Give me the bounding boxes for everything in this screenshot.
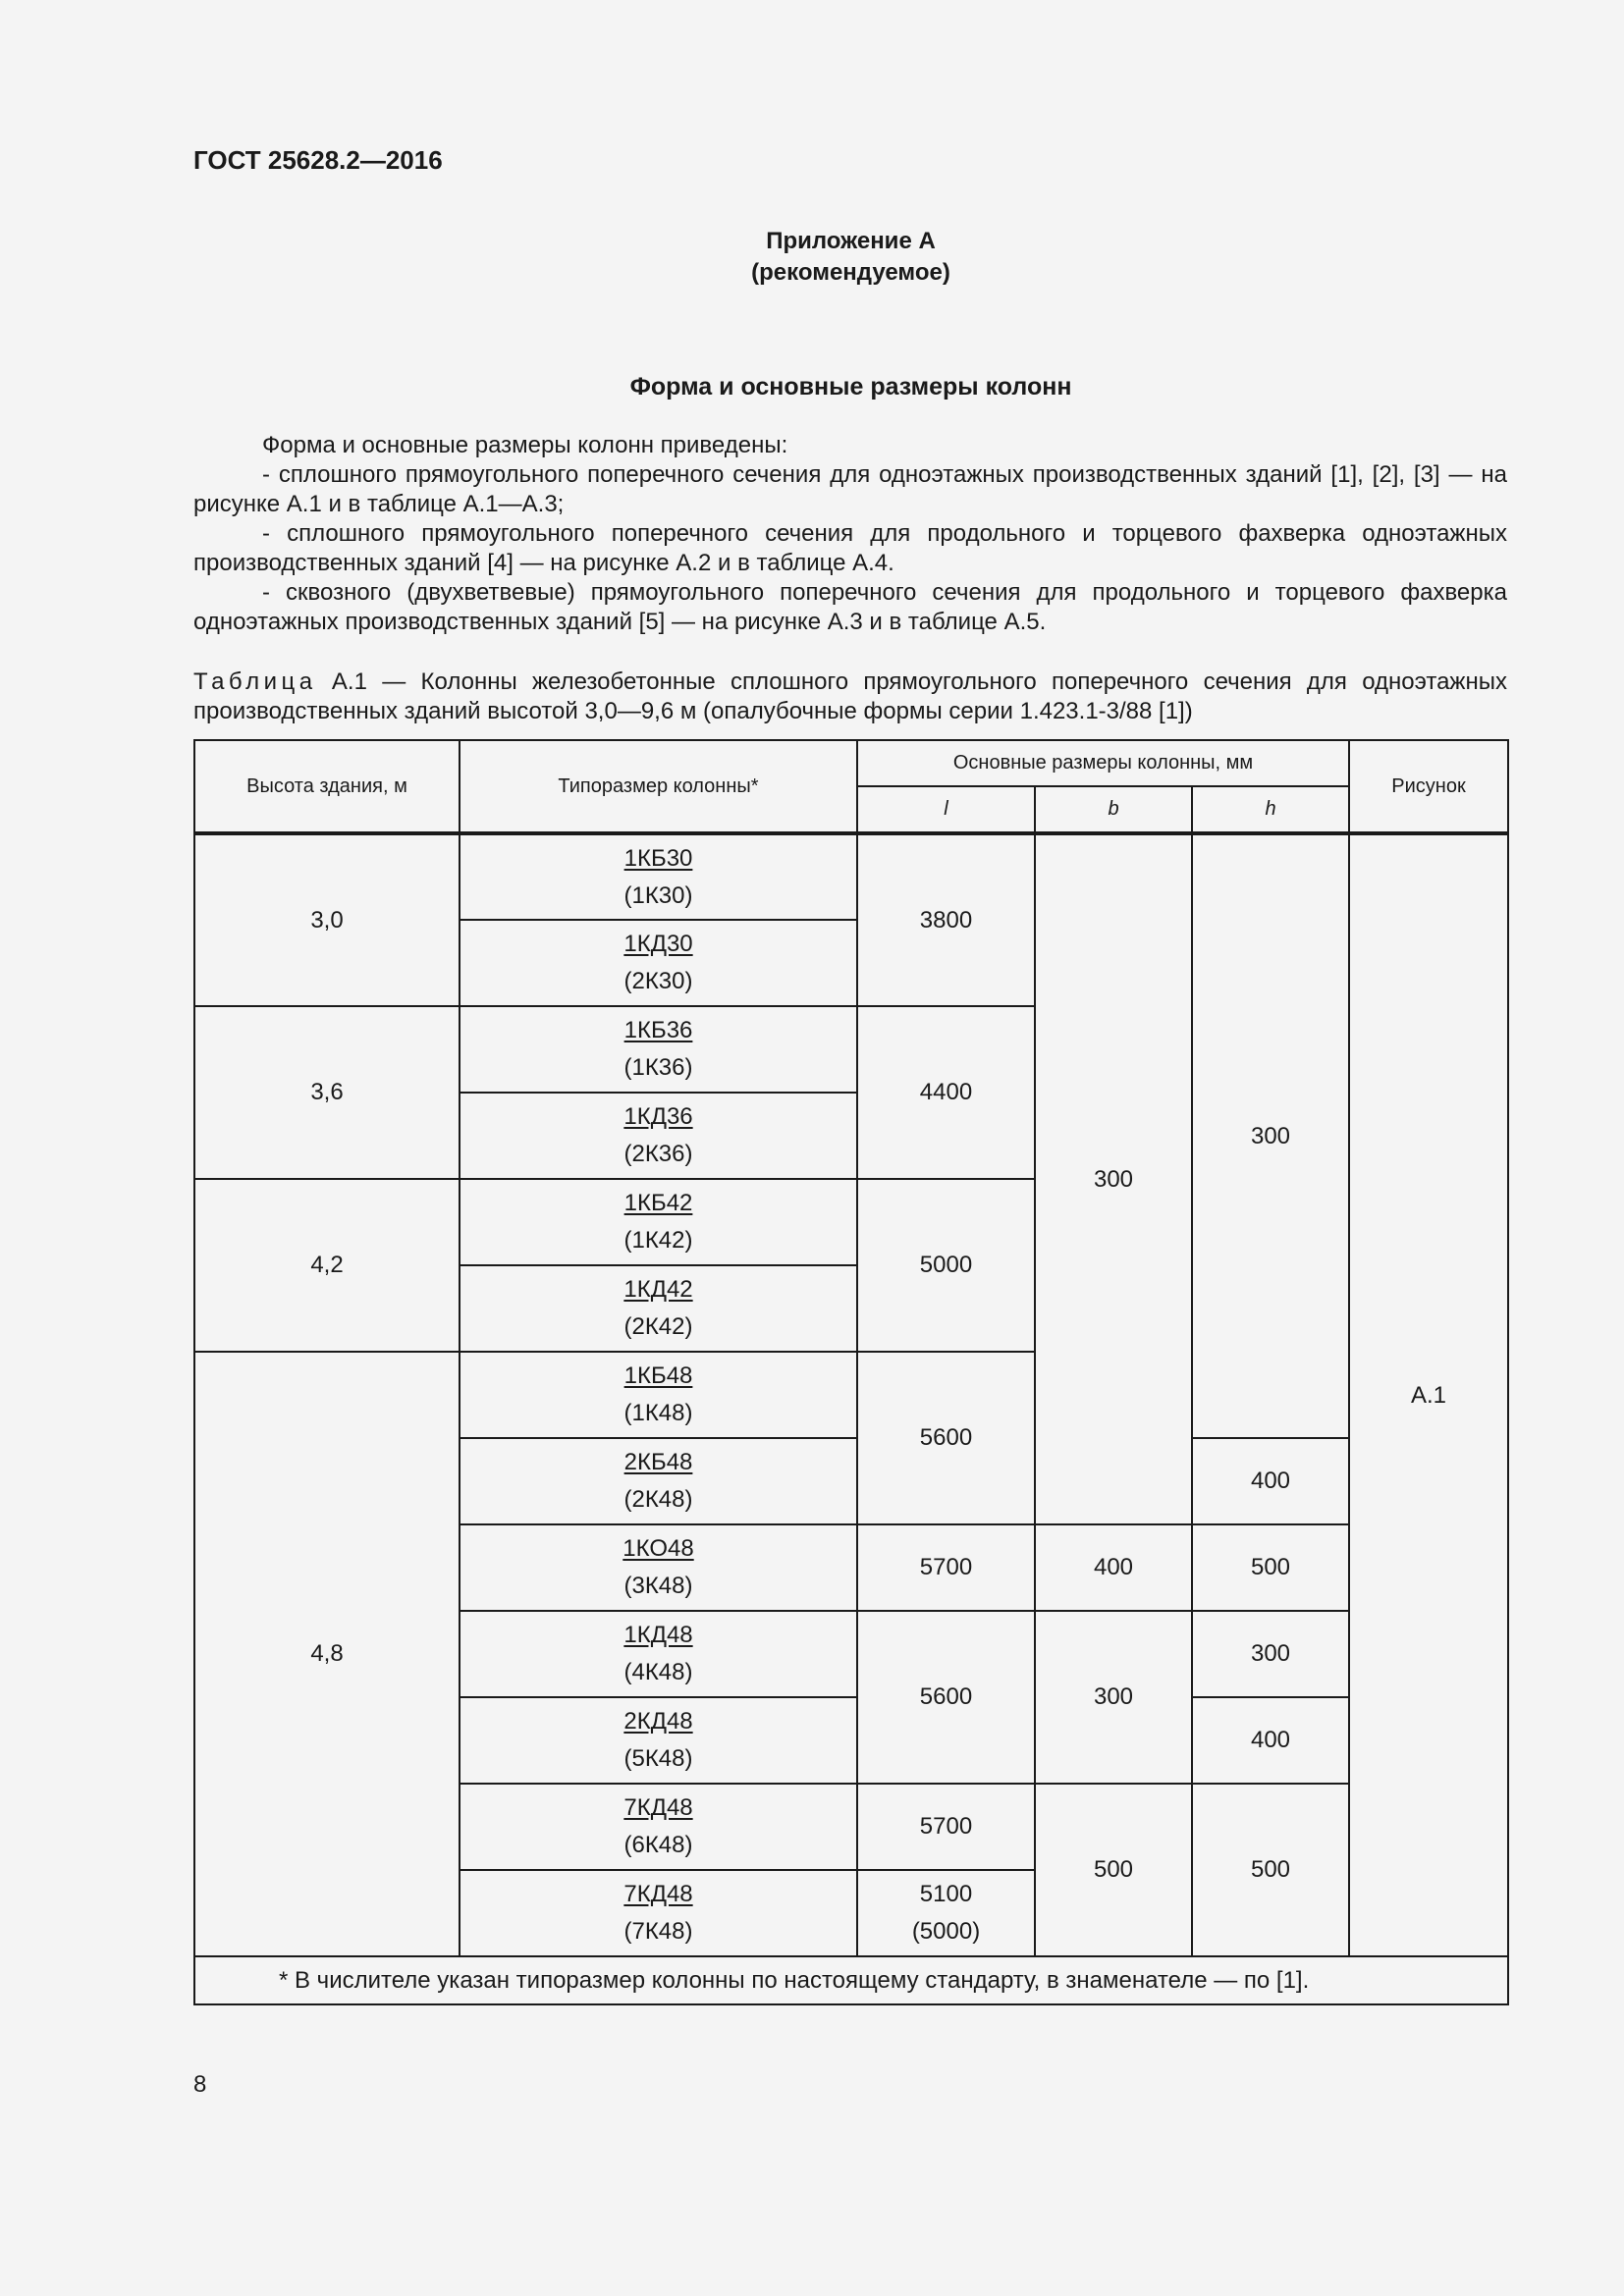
h-cell: 300 [1192, 833, 1349, 1438]
type-cell [460, 1524, 857, 1611]
type-cell [460, 1093, 857, 1179]
type-cell [460, 920, 857, 1006]
type-denominator: (4К48) [623, 1659, 693, 1685]
type-cell [460, 1265, 857, 1352]
intro-paragraph: - сплошного прямоугольного поперечного сечения для продольного и торцевого фахверка одноэтажных производственных зданий [4] — на рисунке А.2 и в таблице А.4. [193, 520, 1507, 576]
type-cell [460, 833, 857, 920]
l-cell: 5600 [857, 1611, 1035, 1784]
type-cell [460, 1784, 857, 1870]
table-row [194, 833, 1508, 920]
type-numerator: 1КБ30 [623, 844, 693, 872]
b-cell: 300 [1035, 833, 1192, 1524]
h-cell: 500 [1192, 1784, 1349, 1956]
type-cell [460, 1006, 857, 1093]
section-title: Форма и основные размеры колонн [629, 373, 1072, 400]
appendix-title: Приложение А [766, 228, 936, 254]
page-number: 8 [193, 2071, 207, 2098]
type-denominator: (1К36) [623, 1054, 693, 1081]
type-numerator: 1КД42 [623, 1276, 693, 1303]
table-caption-text: А.1 — Колонны железобетонные сплошного прямоугольного поперечного сечения для одноэтажных производственных зданий высотой 3,0—9,6 м (опалубочные формы серии 1.423.1-3/88 [1]) [193, 668, 1507, 724]
height-cell: 3,6 [194, 1006, 460, 1179]
height-cell: 4,2 [194, 1179, 460, 1352]
header-b: b [1035, 786, 1192, 833]
type-denominator: (2К48) [623, 1486, 693, 1513]
type-denominator: (1К30) [623, 881, 693, 909]
h-cell: 400 [1192, 1438, 1349, 1524]
appendix-status: (рекомендуемое) [751, 259, 950, 286]
table-footnote-row [194, 1956, 1508, 2004]
header-type: Типоразмер колонны* [460, 740, 857, 833]
intro-paragraph: Форма и основные размеры колонн приведены: [262, 432, 788, 458]
header-height: Высота здания, м [194, 740, 460, 833]
type-cell [460, 1179, 857, 1265]
type-numerator: 2КД48 [623, 1708, 693, 1735]
table-caption-label: Таблица [193, 668, 317, 695]
type-denominator: (2К36) [623, 1141, 693, 1167]
type-cell [460, 1438, 857, 1524]
type-denominator: (2К30) [623, 968, 693, 994]
type-numerator: 7КД48 [623, 1881, 693, 1907]
columns-table [193, 739, 1509, 2005]
h-cell: 500 [1192, 1524, 1349, 1611]
type-cell [460, 1870, 857, 1956]
type-numerator: 1КБ36 [623, 1017, 693, 1043]
height-cell: 3,0 [194, 833, 460, 1006]
intro-paragraph: - сквозного (двухветвевые) прямоугольного поперечного сечения для продольного и торцевого фахверка одноэтажных производственных зданий [5] — на рисунке А.3 и в таблице А.5. [193, 579, 1507, 635]
header-h: h [1192, 786, 1349, 833]
type-denominator: (3К48) [623, 1573, 693, 1599]
header-dimensions: Основные размеры колонны, мм [857, 740, 1349, 786]
type-cell [460, 1352, 857, 1438]
l-cell: 3800 [857, 833, 1035, 1006]
type-numerator: 7КД48 [623, 1794, 693, 1821]
type-numerator: 2КБ48 [623, 1449, 693, 1475]
document-header: ГОСТ 25628.2—2016 [193, 145, 443, 175]
type-denominator: (2К42) [623, 1313, 693, 1340]
h-cell: 300 [1192, 1611, 1349, 1697]
table-footnote: * В числителе указан типоразмер колонны по настоящему стандарту, в знаменателе — по [1]. [194, 1956, 1508, 2004]
intro-text [193, 431, 1507, 637]
l-cell: 5600 [857, 1352, 1035, 1524]
intro-paragraph: - сплошного прямоугольного поперечного сечения для одноэтажных производственных зданий [1], [2], [3] — на рисунке А.1 и в таблице А.1—А.3; [193, 461, 1507, 517]
b-cell: 500 [1035, 1784, 1192, 1956]
l-cell: 5700 [857, 1784, 1035, 1870]
b-cell: 400 [1035, 1524, 1192, 1611]
type-numerator: 1КД30 [623, 931, 693, 957]
height-cell: 4,8 [194, 1352, 460, 1956]
b-cell: 300 [1035, 1611, 1192, 1784]
type-cell [460, 1611, 857, 1697]
type-denominator: (5К48) [623, 1745, 693, 1772]
l-cell: 5000 [857, 1179, 1035, 1352]
l-value-alt: (5000) [911, 1918, 981, 1945]
l-cell: 4400 [857, 1006, 1035, 1179]
type-denominator: (1К42) [623, 1227, 693, 1254]
type-numerator: 1КД48 [623, 1622, 693, 1648]
l-cell: 5700 [857, 1524, 1035, 1611]
table-header-row [194, 740, 1508, 786]
type-numerator: 1КБ42 [623, 1190, 693, 1216]
header-l: l [857, 786, 1035, 833]
type-numerator: 1КБ48 [623, 1362, 693, 1389]
l-cell [857, 1870, 1035, 1956]
type-denominator: (1К48) [623, 1400, 693, 1426]
table-caption [193, 667, 1507, 726]
type-numerator: 1КД36 [623, 1103, 693, 1130]
type-denominator: (7К48) [623, 1918, 693, 1945]
h-cell: 400 [1192, 1697, 1349, 1784]
l-value: 5100 [919, 1881, 973, 1907]
type-numerator: 1КО48 [623, 1535, 694, 1562]
type-denominator: (6К48) [623, 1832, 693, 1858]
figure-cell: А.1 [1349, 833, 1508, 1956]
type-cell [460, 1697, 857, 1784]
header-figure: Рисунок [1349, 740, 1508, 833]
